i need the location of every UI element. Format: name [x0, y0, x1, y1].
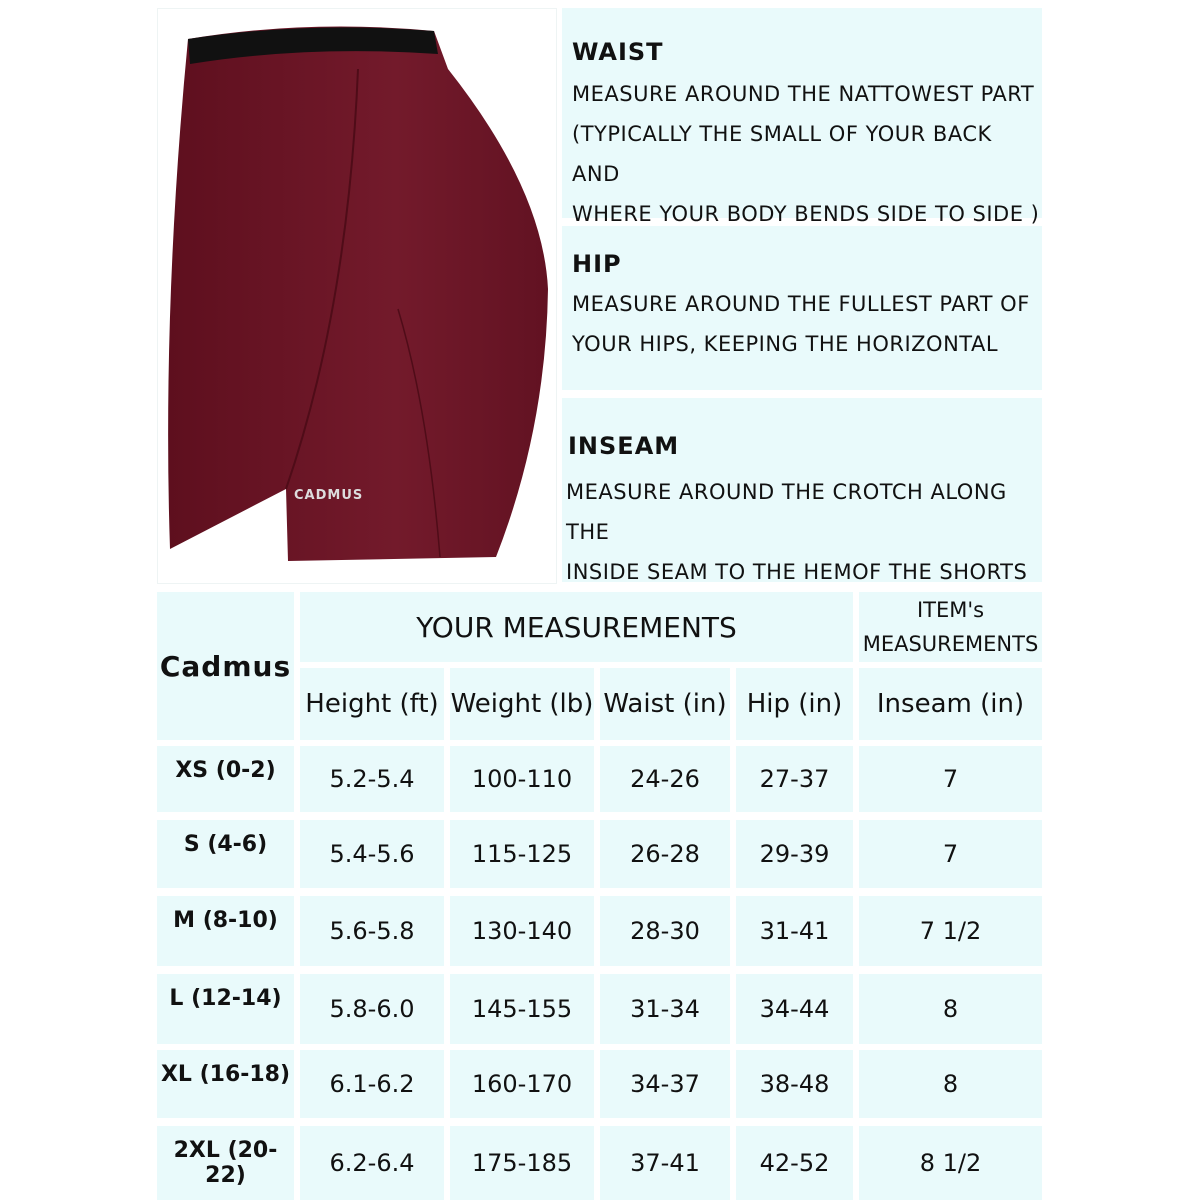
table-cell: 27-37 [736, 746, 853, 812]
table-cell: 29-39 [736, 820, 853, 888]
table-cell: 6.2-6.4 [300, 1126, 444, 1200]
size-label: S (4-6) [157, 820, 294, 888]
guide-text: MEASURE AROUND THE FULLEST PART OF YOUR HIPS, KEEPING THE HORIZONTAL [572, 292, 1030, 356]
column-header: Height (ft) [300, 668, 444, 740]
table-cell: 34-37 [600, 1050, 730, 1118]
shorts-image [158, 9, 556, 583]
guide-hip [562, 226, 1042, 390]
size-label: L (12-14) [157, 974, 294, 1044]
table-cell: 31-34 [600, 974, 730, 1044]
column-header: Inseam (in) [859, 668, 1042, 740]
guide-text: MEASURE AROUND THE NATTOWEST PART (TYPICALLY THE SMALL OF YOUR BACK AND WHERE YOUR BODY BENDS SIDE TO SIDE ) [572, 82, 1040, 226]
your-measurements-header: YOUR MEASUREMENTS [300, 592, 853, 662]
table-cell: 8 1/2 [859, 1126, 1042, 1200]
table-cell: 34-44 [736, 974, 853, 1044]
table-cell: 37-41 [600, 1126, 730, 1200]
column-header: Hip (in) [736, 668, 853, 740]
table-cell: 28-30 [600, 896, 730, 966]
table-cell: 26-28 [600, 820, 730, 888]
brand-header: Cadmus [157, 592, 294, 740]
table-cell: 160-170 [450, 1050, 594, 1118]
table-cell: 145-155 [450, 974, 594, 1044]
guide-text: MEASURE AROUND THE CROTCH ALONG THE INSIDE SEAM TO THE HEMOF THE SHORTS [566, 480, 1028, 584]
table-cell: 8 [859, 974, 1042, 1044]
table-cell: 42-52 [736, 1126, 853, 1200]
table-cell: 7 [859, 746, 1042, 812]
table-cell: 7 [859, 820, 1042, 888]
guide-inseam [562, 398, 1042, 582]
item-measurements-header: ITEM's MEASUREMENTS [859, 592, 1042, 662]
guide-title: HIP [572, 250, 622, 278]
column-header: Weight (lb) [450, 668, 594, 740]
guide-title: WAIST [572, 38, 664, 66]
table-cell: 24-26 [600, 746, 730, 812]
guide-waist [562, 8, 1042, 226]
table-cell: 6.1-6.2 [300, 1050, 444, 1118]
size-label: M (8-10) [157, 896, 294, 966]
table-cell: 5.6-5.8 [300, 896, 444, 966]
product-photo [157, 8, 557, 584]
table-cell: 130-140 [450, 896, 594, 966]
table-cell: 5.4-5.6 [300, 820, 444, 888]
table-cell: 100-110 [450, 746, 594, 812]
table-cell: 31-41 [736, 896, 853, 966]
table-cell: 8 [859, 1050, 1042, 1118]
brand-logo: CADMUS [294, 488, 364, 503]
column-header: Waist (in) [600, 668, 730, 740]
guide-title: INSEAM [568, 432, 680, 460]
table-cell: 175-185 [450, 1126, 594, 1200]
table-cell: 5.8-6.0 [300, 974, 444, 1044]
table-cell: 7 1/2 [859, 896, 1042, 966]
size-label: 2XL (20-22) [157, 1126, 294, 1200]
table-cell: 38-48 [736, 1050, 853, 1118]
size-label: XS (0-2) [157, 746, 294, 812]
size-label: XL (16-18) [157, 1050, 294, 1118]
table-cell: 115-125 [450, 820, 594, 888]
table-cell: 5.2-5.4 [300, 746, 444, 812]
